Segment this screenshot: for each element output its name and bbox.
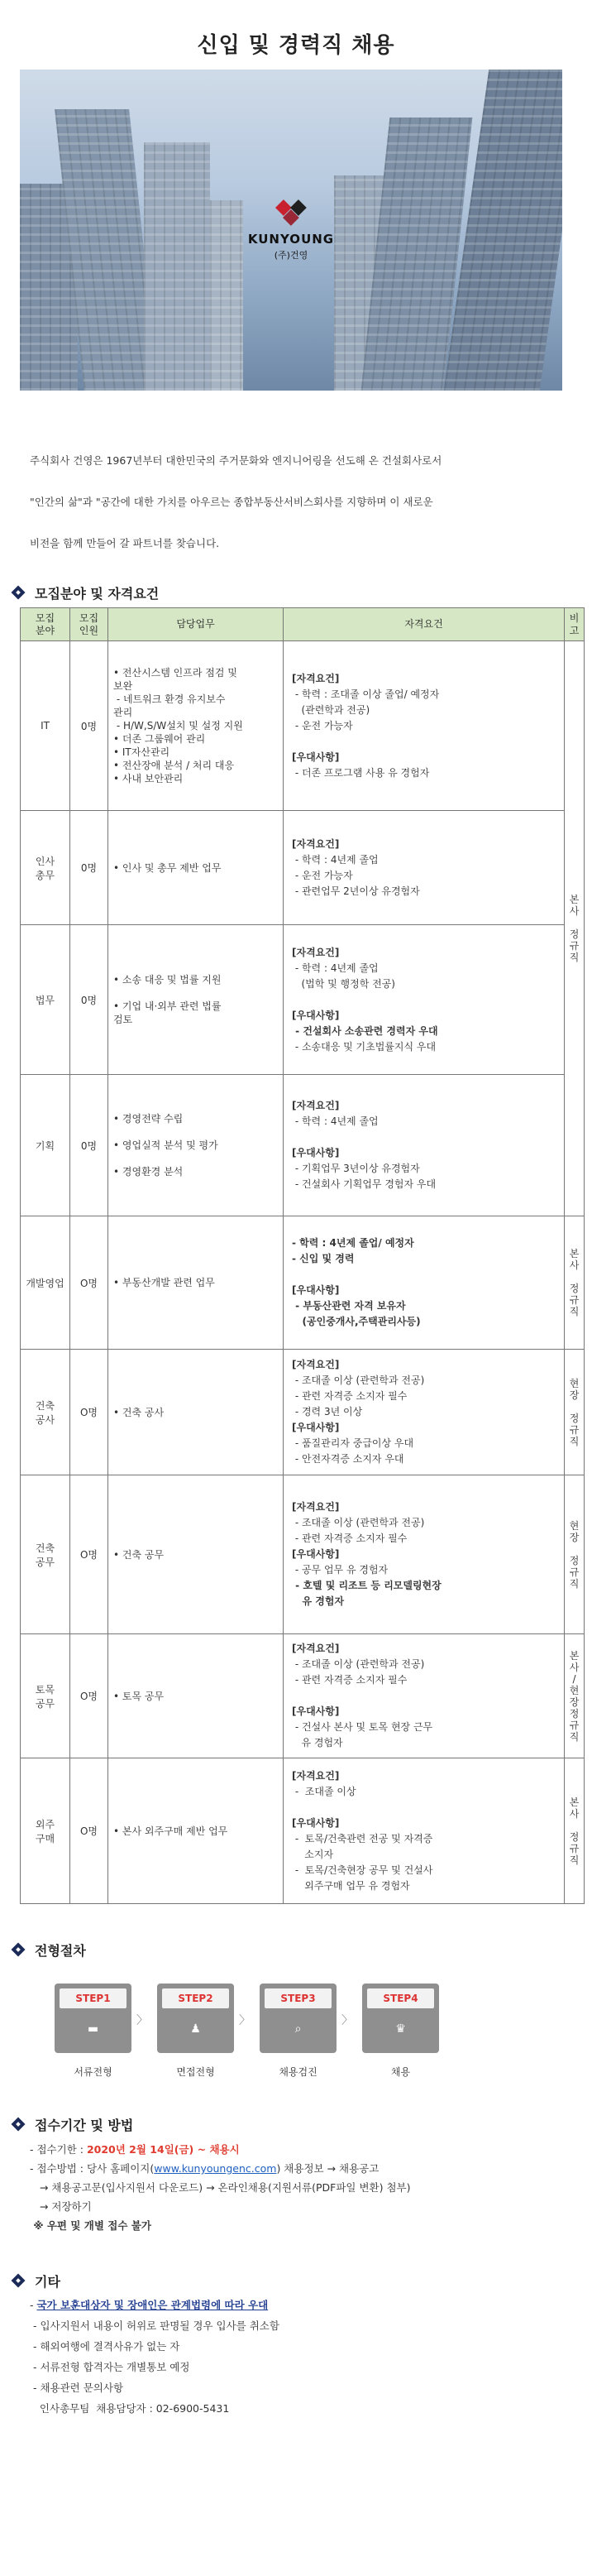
qual-line: - 건설사 본사 및 토목 현장 근무 (292, 1721, 433, 1733)
recruit-heading (12, 578, 592, 607)
apply-method-line: → 저장하기 (30, 2200, 92, 2213)
cell-field: 건축 공무 (21, 1475, 70, 1634)
qual-line: - 운전 가능자 (292, 869, 353, 881)
qual-line (292, 992, 556, 1008)
qual-line: - 조대졸 이상 (관련학과 전공) (292, 1374, 425, 1386)
page-title: 신입 및 경력직 채용 (197, 33, 395, 58)
qual-line: [자격요건] (292, 946, 340, 958)
cell-note: 본 사 정 규 직 (565, 1216, 585, 1350)
qual-line: - 관련 자격증 소지자 필수 (292, 1533, 408, 1544)
cell-note: 본 사 정 규 직 (565, 1758, 585, 1904)
cell-count: 0명 (70, 811, 108, 925)
qual-line: [자격요건] (292, 672, 340, 684)
qual-line: - 토목/건축현장 공무 및 건설사 (292, 1864, 433, 1876)
apply-method (30, 2159, 592, 2178)
qual-line: - 조대졸 이상 (관련학과 전공) (292, 1658, 425, 1670)
company-logo (248, 199, 334, 261)
duty-line: • 토목 공무 (113, 1690, 165, 1702)
table-row (21, 1758, 585, 1904)
step-label: 채용 (390, 2066, 411, 2078)
process-step (157, 1984, 251, 2079)
logo-text-en: KUNYOUNG (247, 232, 335, 247)
qual-line: [자격요건] (292, 1769, 340, 1782)
apply-heading (12, 2112, 592, 2137)
duty-line: • 건축 공무 (113, 1548, 165, 1561)
qual-line: [자격요건] (292, 837, 340, 850)
qual-line: [우대사항] (292, 751, 340, 763)
cell-count: O명 (70, 1216, 108, 1350)
process-heading (12, 1937, 592, 1962)
process-step (362, 1984, 439, 2079)
qual-line: - 기획업무 3년이상 유경험자 (292, 1163, 420, 1174)
cell-field: 외주 구매 (21, 1758, 70, 1904)
homepage-link[interactable]: www.kunyoungenc.com (154, 2162, 277, 2175)
magnifier-icon: ⌕ (294, 2022, 302, 2036)
table-row (21, 925, 585, 1075)
duty-line: • 경영환경 분석 (113, 1166, 184, 1178)
etc-line: - 채용관련 문의사항 (30, 2382, 124, 2394)
cell-note: 본 사 / 현 장 정 규 직 (565, 1634, 585, 1758)
qual-line: - 학력 : 4년제 졸업 (292, 1115, 379, 1127)
qual-line: (법학 및 행정학 전공) (292, 977, 395, 990)
qual-line: [우대사항] (292, 1705, 340, 1717)
table-row (21, 641, 585, 811)
header-note: 비 고 (565, 608, 585, 641)
qual-line: - 학력 : 4년제 졸업 (292, 962, 379, 974)
cell-duty (108, 1634, 284, 1758)
step-box (362, 1984, 439, 2053)
qual-line: [우대사항] (292, 1009, 340, 1021)
cell-qual (284, 1216, 565, 1350)
etc-line: - 서류전형 합격자는 개별통보 예정 (30, 2361, 190, 2373)
intro-line: 비전을 함께 만들어 갈 파트너를 찾습니다. (30, 537, 220, 549)
qual-line: [우대사항] (292, 1284, 340, 1296)
contact-line: 인사총무팀 채용담당자 : 02-6900-5431 (30, 2402, 230, 2415)
process-step (55, 1984, 148, 2079)
step-box (157, 1984, 234, 2053)
duty-line: 보완 (113, 680, 133, 692)
qual-line: - 조대졸 이상 (292, 1785, 356, 1797)
qual-line: - 호텔 및 리조트 등 리모델링현장 (292, 1580, 442, 1591)
table-row (21, 1216, 585, 1350)
cell-note: 현 장 정 규 직 (565, 1350, 585, 1475)
chevron-right-icon: 〉 (136, 2014, 148, 2027)
cell-note: 현 장 정 규 직 (565, 1475, 585, 1634)
cell-duty (108, 1475, 284, 1634)
qual-line: - 학력 : 4년제 졸업 (292, 853, 379, 866)
duty-line: • 경영전략 수립 (113, 1113, 184, 1125)
qual-line: [우대사항] (292, 1147, 340, 1158)
duty-line: • IT자산관리 (113, 746, 170, 758)
qual-line: - 부동산관련 자격 보유자 (292, 1300, 406, 1312)
document-icon: ▬ (87, 2022, 99, 2036)
cell-note: 본 사 정 규 직 (565, 641, 585, 1216)
process-steps (55, 1984, 592, 2079)
cell-field: IT (21, 641, 70, 811)
qual-line: [자격요건] (292, 1100, 340, 1111)
header-duty: 담당업무 (108, 608, 284, 641)
table-header-row (21, 608, 585, 641)
recruit-heading-text: 모집분야 및 자격요건 (35, 585, 160, 602)
intro-line: "인간의 삶"과 "공간에 대한 가치를 아우르는 종합부동산서비스회사를 지향하며 이 새로운 (30, 496, 433, 508)
apply-period-label: - 접수기한 : (30, 2143, 87, 2156)
duty-line: • 건축 공사 (113, 1406, 165, 1418)
company-intro (30, 440, 567, 564)
chevron-right-icon: 〉 (341, 2014, 353, 2027)
qual-line: - 건설회사 소송관련 경력자 우대 (292, 1024, 438, 1037)
diamond-bullet-icon (12, 1943, 25, 1956)
cell-count: O명 (70, 1350, 108, 1475)
etc-line: - 입사지원서 내용이 허위로 판명될 경우 입사를 취소함 (30, 2319, 279, 2332)
duty-line: • 더존 그룹웨어 관리 (113, 733, 206, 745)
apply-info (30, 2140, 592, 2235)
table-row (21, 1634, 585, 1758)
qual-line: 유 경험자 (292, 1595, 345, 1607)
cell-duty (108, 1216, 284, 1350)
step-label: 면접전형 (176, 2066, 215, 2078)
qual-line: 소지자 (292, 1848, 334, 1860)
cell-field: 인사 총무 (21, 811, 70, 925)
cell-field: 토목 공무 (21, 1634, 70, 1758)
qual-line: [우대사항] (292, 1816, 340, 1829)
step-box (55, 1984, 131, 2053)
chevron-right-icon: 〉 (239, 2014, 251, 2027)
qual-line: [자격요건] (292, 1643, 340, 1654)
apply-notice: ※ 우편 및 개별 접수 불가 (30, 2219, 151, 2232)
qual-line: - 품질관리자 중급이상 우대 (292, 1437, 414, 1449)
cell-duty (108, 811, 284, 925)
cell-qual (284, 1475, 565, 1634)
header-count: 모집 인원 (70, 608, 108, 641)
process-step (260, 1984, 353, 2079)
duty-line: - 네트워크 환경 유지보수 (113, 693, 226, 705)
apply-period (30, 2140, 592, 2159)
duty-line (113, 1152, 278, 1165)
cell-field: 개발영업 (21, 1216, 70, 1350)
table-row (21, 811, 585, 925)
qual-line: - 관련 자격증 소지자 필수 (292, 1390, 408, 1402)
table-row (21, 1350, 585, 1475)
qual-line: - 안전자격증 소지자 우대 (292, 1453, 404, 1465)
cell-qual (284, 641, 565, 811)
step-tag: STEP3 (265, 1988, 332, 2008)
diamond-bullet-icon (12, 586, 25, 599)
cell-field: 기획 (21, 1075, 70, 1216)
qual-line: [자격요건] (292, 1501, 340, 1513)
qual-line: [우대사항] (292, 1548, 340, 1560)
step-tag: STEP4 (367, 1988, 434, 2008)
step-box (260, 1984, 337, 2053)
qual-line: - 토목/건축관련 전공 및 자격증 (292, 1832, 433, 1844)
cell-field: 법무 (21, 925, 70, 1075)
cell-qual (284, 811, 565, 925)
qual-line: - 운전 가능자 (292, 719, 353, 732)
cell-duty (108, 641, 284, 811)
qual-line: - 학력 : 4년제 졸업/ 예정자 (292, 1237, 414, 1249)
process-heading-text: 전형절차 (35, 1942, 86, 1959)
qual-line: - 공무 업무 유 경험자 (292, 1564, 389, 1576)
step-tag: STEP1 (60, 1988, 127, 2008)
duty-line (113, 986, 278, 1000)
qual-line: - 소송대응 및 기초법률지식 우대 (292, 1040, 437, 1053)
qual-line: [우대사항] (292, 1422, 340, 1433)
qual-line: - 학력 : 조대졸 이상 졸업/ 예정자 (292, 688, 440, 700)
table-row (21, 1475, 585, 1634)
duty-line: • 인사 및 총무 제반 업무 (113, 861, 222, 874)
cell-qual (284, 1075, 565, 1216)
qual-line: - 조대졸 이상 (관련학과 전공) (292, 1517, 425, 1528)
cell-count: O명 (70, 1475, 108, 1634)
cell-qual (284, 1634, 565, 1758)
qual-line (292, 1800, 556, 1816)
header-field: 모집 분야 (21, 608, 70, 641)
logo-text-ko: (주)건영 (274, 250, 308, 261)
cell-duty (108, 1075, 284, 1216)
qual-line (292, 1688, 556, 1704)
cell-qual (284, 925, 565, 1075)
etc-heading-text: 기타 (35, 2273, 60, 2290)
cell-duty (108, 1758, 284, 1904)
duty-line: - H/W,S/W설치 및 설정 지원 (113, 720, 243, 732)
step-label: 서류전형 (74, 2066, 112, 2078)
duty-line: • 전산장애 분석 / 처리 대응 (113, 760, 235, 771)
qual-line: [자격요건] (292, 1359, 340, 1370)
cell-qual (284, 1758, 565, 1904)
etc-line: - 해외여행에 결격사유가 없는 자 (30, 2340, 180, 2353)
duty-line: 검토 (113, 1014, 133, 1025)
qual-line (292, 1267, 556, 1283)
cell-duty (108, 925, 284, 1075)
duty-line: • 전산시스템 인프라 점검 및 (113, 667, 237, 679)
qual-line: - 관련업무 2년이상 유경험자 (292, 885, 420, 897)
etc-heading (12, 2268, 592, 2293)
intro-line: 주식회사 건영은 1967년부터 대한민국의 주거문화와 엔지니어링을 선도해 온 건설회사로서 (30, 454, 442, 467)
duty-line: • 기업 내·외부 관련 법률 (113, 1000, 222, 1012)
cell-count: O명 (70, 1758, 108, 1904)
step-label: 채용검진 (279, 2066, 317, 2078)
veterans-preference: 국가 보훈대상자 및 장애인은 관계법령에 따라 우대 (36, 2299, 269, 2311)
cell-count: 0명 (70, 925, 108, 1075)
qual-line: - 관련 자격증 소지자 필수 (292, 1674, 408, 1686)
cell-count: 0명 (70, 1075, 108, 1216)
duty-line: • 사내 보안관리 (113, 773, 184, 784)
duty-line: • 소송 대응 및 법률 지원 (113, 974, 222, 986)
recruit-table (20, 607, 585, 1904)
logo-mark-icon (275, 199, 308, 227)
etc-info (30, 2295, 592, 2419)
header-qual: 자격요건 (284, 608, 565, 641)
apply-method-suffix: ) 채용정보 → 채용공고 (276, 2162, 380, 2175)
duty-line: • 영업실적 분석 및 평가 (113, 1139, 218, 1151)
qual-line: (공인중개사,주택관리사등) (292, 1316, 421, 1327)
apply-method-line: → 채용공고문(입사지원서 다운로드) → 온라인채용(지원서류(PDF파일 변환) 첨부) (30, 2181, 411, 2194)
diamond-bullet-icon (12, 2118, 25, 2131)
apply-method-label: - 접수방법 : 당사 홈페이지( (30, 2162, 155, 2175)
cell-field: 건축 공사 (21, 1350, 70, 1475)
person-icon: ♟ (190, 2022, 201, 2036)
qual-line: (관련학과 전공) (292, 703, 370, 716)
cell-qual (284, 1350, 565, 1475)
cell-count: 0명 (70, 641, 108, 811)
diamond-bullet-icon (12, 2274, 25, 2287)
hero-image (20, 70, 562, 391)
cell-count: O명 (70, 1634, 108, 1758)
qual-line: - 경력 3년 이상 (292, 1406, 363, 1418)
table-row (21, 1075, 585, 1216)
qual-line (292, 734, 556, 750)
duty-line: • 부동산개발 관련 업무 (113, 1277, 215, 1288)
cell-duty (108, 1350, 284, 1475)
trophy-icon: ♛ (395, 2022, 406, 2036)
duty-line: 관리 (113, 707, 133, 718)
step-tag: STEP2 (162, 1988, 229, 2008)
qual-line: 유 경험자 (292, 1737, 343, 1749)
qual-line: - 신입 및 경력 (292, 1253, 355, 1264)
qual-line: - 건설회사 기획업무 경험자 우대 (292, 1178, 437, 1190)
duty-line (113, 1125, 278, 1139)
duty-line: • 본사 외주구매 제반 업무 (113, 1825, 228, 1837)
etc-line-veterans: - 국가 보훈대상자 및 장애인은 관계법령에 따라 우대 (30, 2299, 269, 2311)
apply-heading-text: 접수기간 및 방법 (35, 2117, 134, 2133)
qual-line: - 더존 프로그램 사용 유 경험자 (292, 766, 430, 779)
qual-line (292, 1130, 556, 1145)
qual-line: 외주구매 업무 유 경험자 (292, 1879, 410, 1892)
apply-period-value: 2020년 2월 14일(금) ~ 채용시 (86, 2143, 240, 2156)
